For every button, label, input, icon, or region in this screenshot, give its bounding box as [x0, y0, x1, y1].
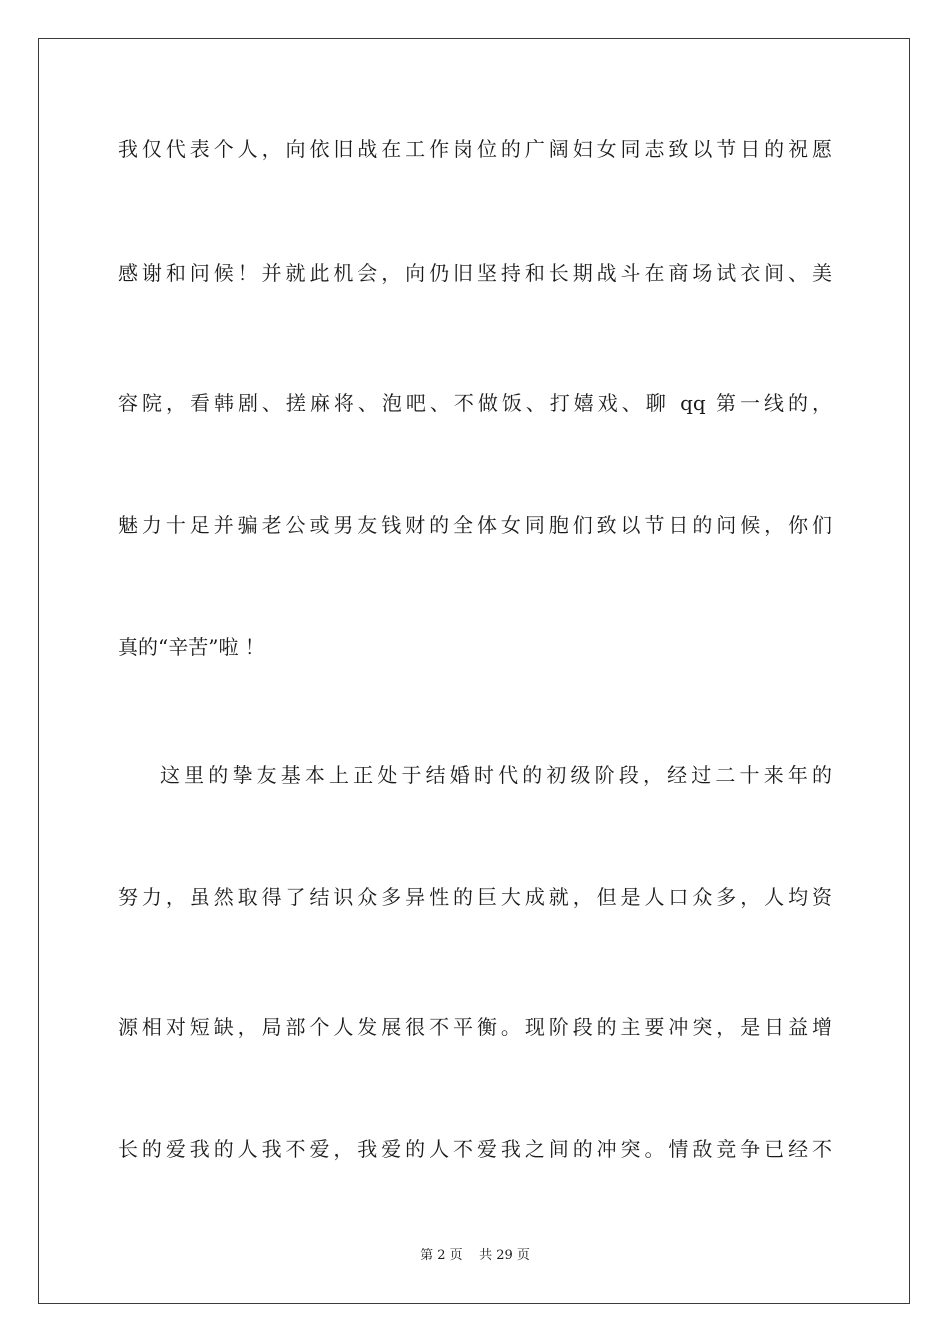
body-text-line: 努力，虽然取得了结识众多异性的巨大成就，但是人口众多，人均资 [118, 885, 832, 909]
body-text-line: 我仅代表个人，向依旧战在工作岗位的广阔妇女同志致以节日的祝愿 [118, 137, 832, 161]
body-text-line: 长的爱我的人我不爱，我爱的人不爱我之间的冲突。情敌竞争已经不 [118, 1137, 832, 1161]
paragraph-first-line: 这里的挚友基本上正处于结婚时代的初级阶段，经过二十来年的 [160, 763, 832, 787]
page-number-footer: 第 2 页 共 29 页 [420, 1248, 530, 1263]
body-text-line: 真的“辛苦”啦 ！ [118, 635, 265, 659]
body-text-line: 魅力十足并骗老公或男友钱财的全体女同胞们致以节日的问候，你们 [118, 513, 832, 537]
body-text-line: 源相对短缺，局部个人发展很不平衡。现阶段的主要冲突，是日益增 [118, 1015, 832, 1039]
page-border [38, 38, 910, 1304]
body-text-line: 容院，看韩剧、搓麻将、泡吧、不做饭、打嬉戏、聊 qq 第一线的， [118, 391, 832, 415]
body-text-line: 感谢和问候！并就此机会，向仍旧坚持和长期战斗在商场试衣间、美 [118, 261, 832, 285]
